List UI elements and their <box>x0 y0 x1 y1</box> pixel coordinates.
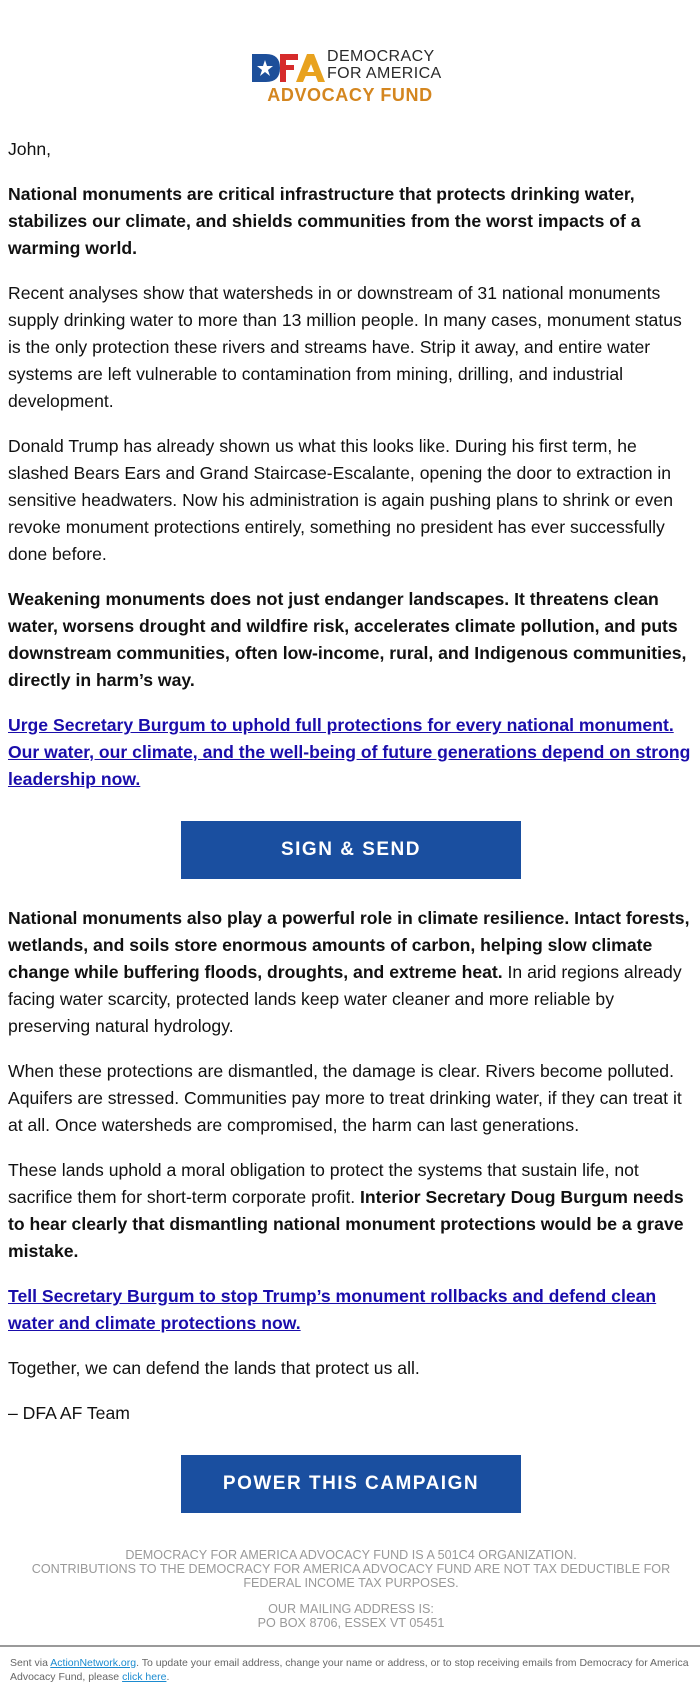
paragraph-link2 <box>8 1283 694 1337</box>
footer-divider <box>0 1645 700 1647</box>
footer-address: PO BOX 8706, ESSEX VT 05451 <box>257 1616 445 1630</box>
dfa-logo <box>250 48 450 106</box>
sign-and-send-button[interactable]: SIGN & SEND <box>181 821 521 879</box>
period-text: . <box>166 1671 170 1683</box>
paragraph-climate-resilience <box>8 905 694 1040</box>
click-here-link[interactable]: click here <box>122 1671 167 1683</box>
paragraph-together: Together, we can defend the lands that protect us all. <box>8 1358 420 1378</box>
paragraph-protections-dismantled: When these protections are dismantled, the damage is clear. Rivers become polluted. Aquifers are stressed. Communities pay more to treat drinking water, if they can treat it at all. Once watersheds are compromised, the harm can last generations. <box>8 1061 682 1135</box>
logo-line-democracy: DEMOCRACY <box>327 48 435 65</box>
signoff: – DFA AF Team <box>8 1403 130 1423</box>
footer-tax-line: CONTRIBUTIONS TO THE DEMOCRACY FOR AMERICA ADVOCACY FUND ARE NOT TAX DEDUCTIBLE FOR FEDERAL INCOME TAX PURPOSES. <box>31 1562 671 1590</box>
sent-via-text: Sent via <box>10 1657 51 1669</box>
greeting: John, <box>8 139 52 159</box>
footer-org-line: DEMOCRACY FOR AMERICA ADVOCACY FUND IS A 501C4 ORGANIZATION. <box>125 1548 577 1562</box>
footer-mailing <box>8 1602 694 1630</box>
action-network-notice <box>10 1656 690 1684</box>
footer <box>8 1548 694 1642</box>
paragraph-link1 <box>8 712 694 793</box>
paragraph-moral-obligation <box>8 1157 694 1265</box>
unsubscribe-text: . To update your email address, change your name or address, or to stop receiving emails from Democracy for America Advocacy Fund, please <box>10 1657 689 1683</box>
footer-disclaimer <box>8 1548 694 1590</box>
paragraph-watersheds: Recent analyses show that watersheds in or downstream of 31 national monuments supply drinking water to more than 13 million people. In many cases, monument status is the only protection these rivers and streams have. Strip it away, and entire water systems are left vulnerable to contamination from mining, drilling, and industrial development. <box>8 283 682 411</box>
paragraph-intro: National monuments are critical infrastructure that protects drinking water, stabilizes our climate, and shields communities from the worst impacts of a warming world. <box>8 184 641 258</box>
moral-obligation-bold: Interior Secretary Doug Burgum needs to hear clearly that dismantling national monument protections would be a grave mistake. <box>8 1187 684 1261</box>
email-content <box>8 136 694 1513</box>
urge-burgum-link[interactable]: Urge Secretary Burgum to uphold full protections for every national monument. Our water, our climate, and the well-being of future generations depend on strong leadership now. <box>8 715 691 789</box>
climate-resilience-bold: National monuments also play a powerful role in climate resilience. Intact forests, wetlands, and soils store enormous amounts of carbon, helping slow climate change while buffering floods, droughts, and extreme heat. <box>8 908 690 982</box>
tell-burgum-link[interactable]: Tell Secretary Burgum to stop Trump’s monument rollbacks and defend clean water and climate protections now. <box>8 1286 657 1333</box>
logo-line-advocacy-fund: ADVOCACY FUND <box>267 85 433 105</box>
footer-mailing-label: OUR MAILING ADDRESS IS: <box>268 1602 434 1616</box>
logo-line-for-america: FOR AMERICA <box>327 65 442 82</box>
dfa-logo-mark-icon <box>250 52 326 84</box>
paragraph-weakening: Weakening monuments does not just endanger landscapes. It threatens clean water, worsens drought and wildfire risk, accelerates climate pollution, and puts downstream communities, often low-income, rural, and Indigenous communities, directly in harm’s way. <box>8 589 687 690</box>
paragraph-trump-first-term: Donald Trump has already shown us what this looks like. During his first term, he slashed Bears Ears and Grand Staircase-Escalante, opening the door to extraction in sensitive headwaters. Now his administration is again pushing plans to shrink or even revoke monument protections entirely, something no president has ever successfully done before. <box>8 436 674 564</box>
actionnetwork-link[interactable]: ActionNetwork.org <box>50 1657 137 1669</box>
power-this-campaign-button[interactable]: POWER THIS CAMPAIGN <box>181 1455 521 1513</box>
moral-obligation-start: These lands uphold a moral obligation to protect the systems that sustain life, not sacrifice them for short-term corporate profit. <box>8 1160 639 1207</box>
climate-resilience-rest: In arid regions already facing water scarcity, protected lands keep water cleaner and more reliable by preserving natural hydrology. <box>8 962 682 1036</box>
